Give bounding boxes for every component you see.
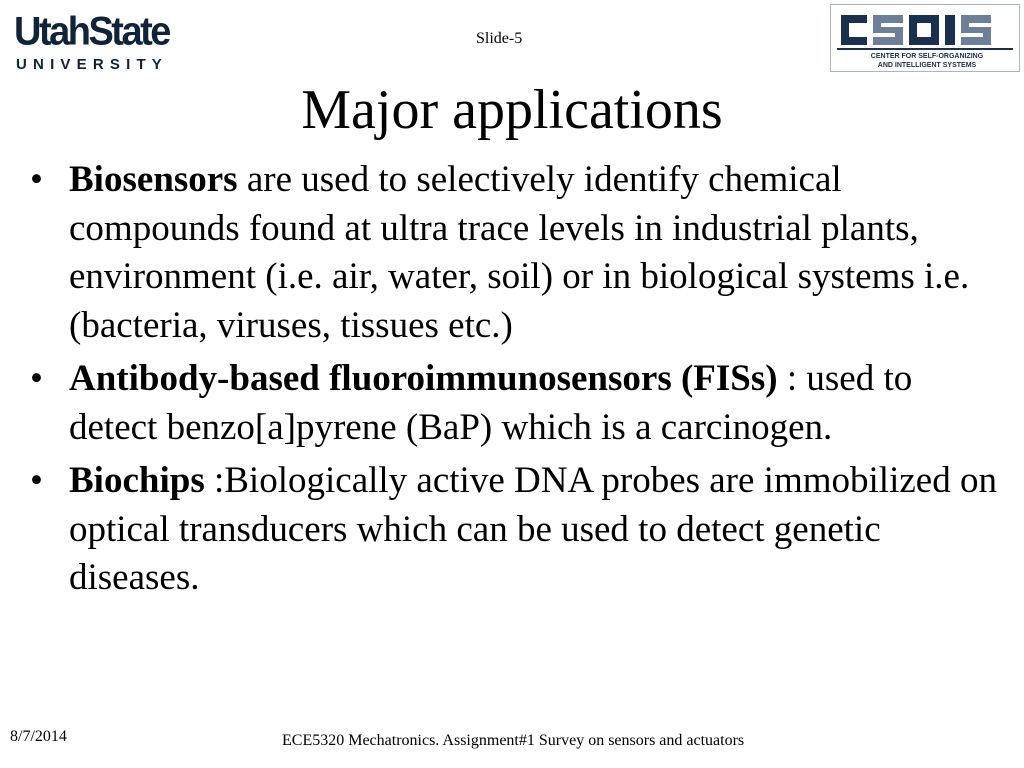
footer-date: 8/7/2014 xyxy=(10,728,67,745)
slide-number-label: Slide-5 xyxy=(476,30,523,47)
csois-logo-line2: AND INTELLIGENT SYSTEMS xyxy=(877,62,977,69)
bullet-text: : used to detect benzo[a]pyrene (BaP) which is a carcinogen. xyxy=(69,358,913,448)
bullet-text: :Biologically active DNA probes are immobilized on optical transducers which can be used to detect genetic diseases. xyxy=(69,460,997,598)
bullet-term: Antibody-based fluoroimmunosensors (FISs) xyxy=(69,358,778,399)
bullet-term: Biochips xyxy=(69,460,205,501)
csois-letter-s-icon xyxy=(873,15,903,45)
bullet-list xyxy=(30,156,1000,608)
utah-state-university-logo xyxy=(14,9,200,74)
csois-logo xyxy=(830,4,1020,72)
bullet-text: are used to selectively identify chemical compounds found at ultra trace levels in industrial plants, environment (i.e. air, water, soil) or in biological systems i.e. (bacteria, viruses, tissues etc.) xyxy=(69,159,970,346)
bullet-item-biochips xyxy=(30,457,1000,603)
bullet-item-fiss xyxy=(30,355,1000,452)
usu-logo-wordmark: UtahState xyxy=(14,9,169,54)
csois-letter-i-icon xyxy=(945,15,955,45)
bullet-item-biosensors xyxy=(30,156,1000,350)
footer-course-label: ECE5320 Mechatronics. Assignment#1 Survey on sensors and actuators xyxy=(282,732,745,749)
bullet-term: Biosensors xyxy=(69,159,238,200)
bullet-marker: • xyxy=(30,159,43,200)
bullet-marker: • xyxy=(30,460,43,501)
bullet-marker: • xyxy=(30,358,43,399)
slide-title: Major applications xyxy=(301,79,723,141)
usu-logo-subtitle: UNIVERSITY xyxy=(16,56,169,73)
csois-logo-line1: CENTER FOR SELF-ORGANIZING xyxy=(870,53,984,60)
csois-letter-s2-icon xyxy=(961,15,991,45)
